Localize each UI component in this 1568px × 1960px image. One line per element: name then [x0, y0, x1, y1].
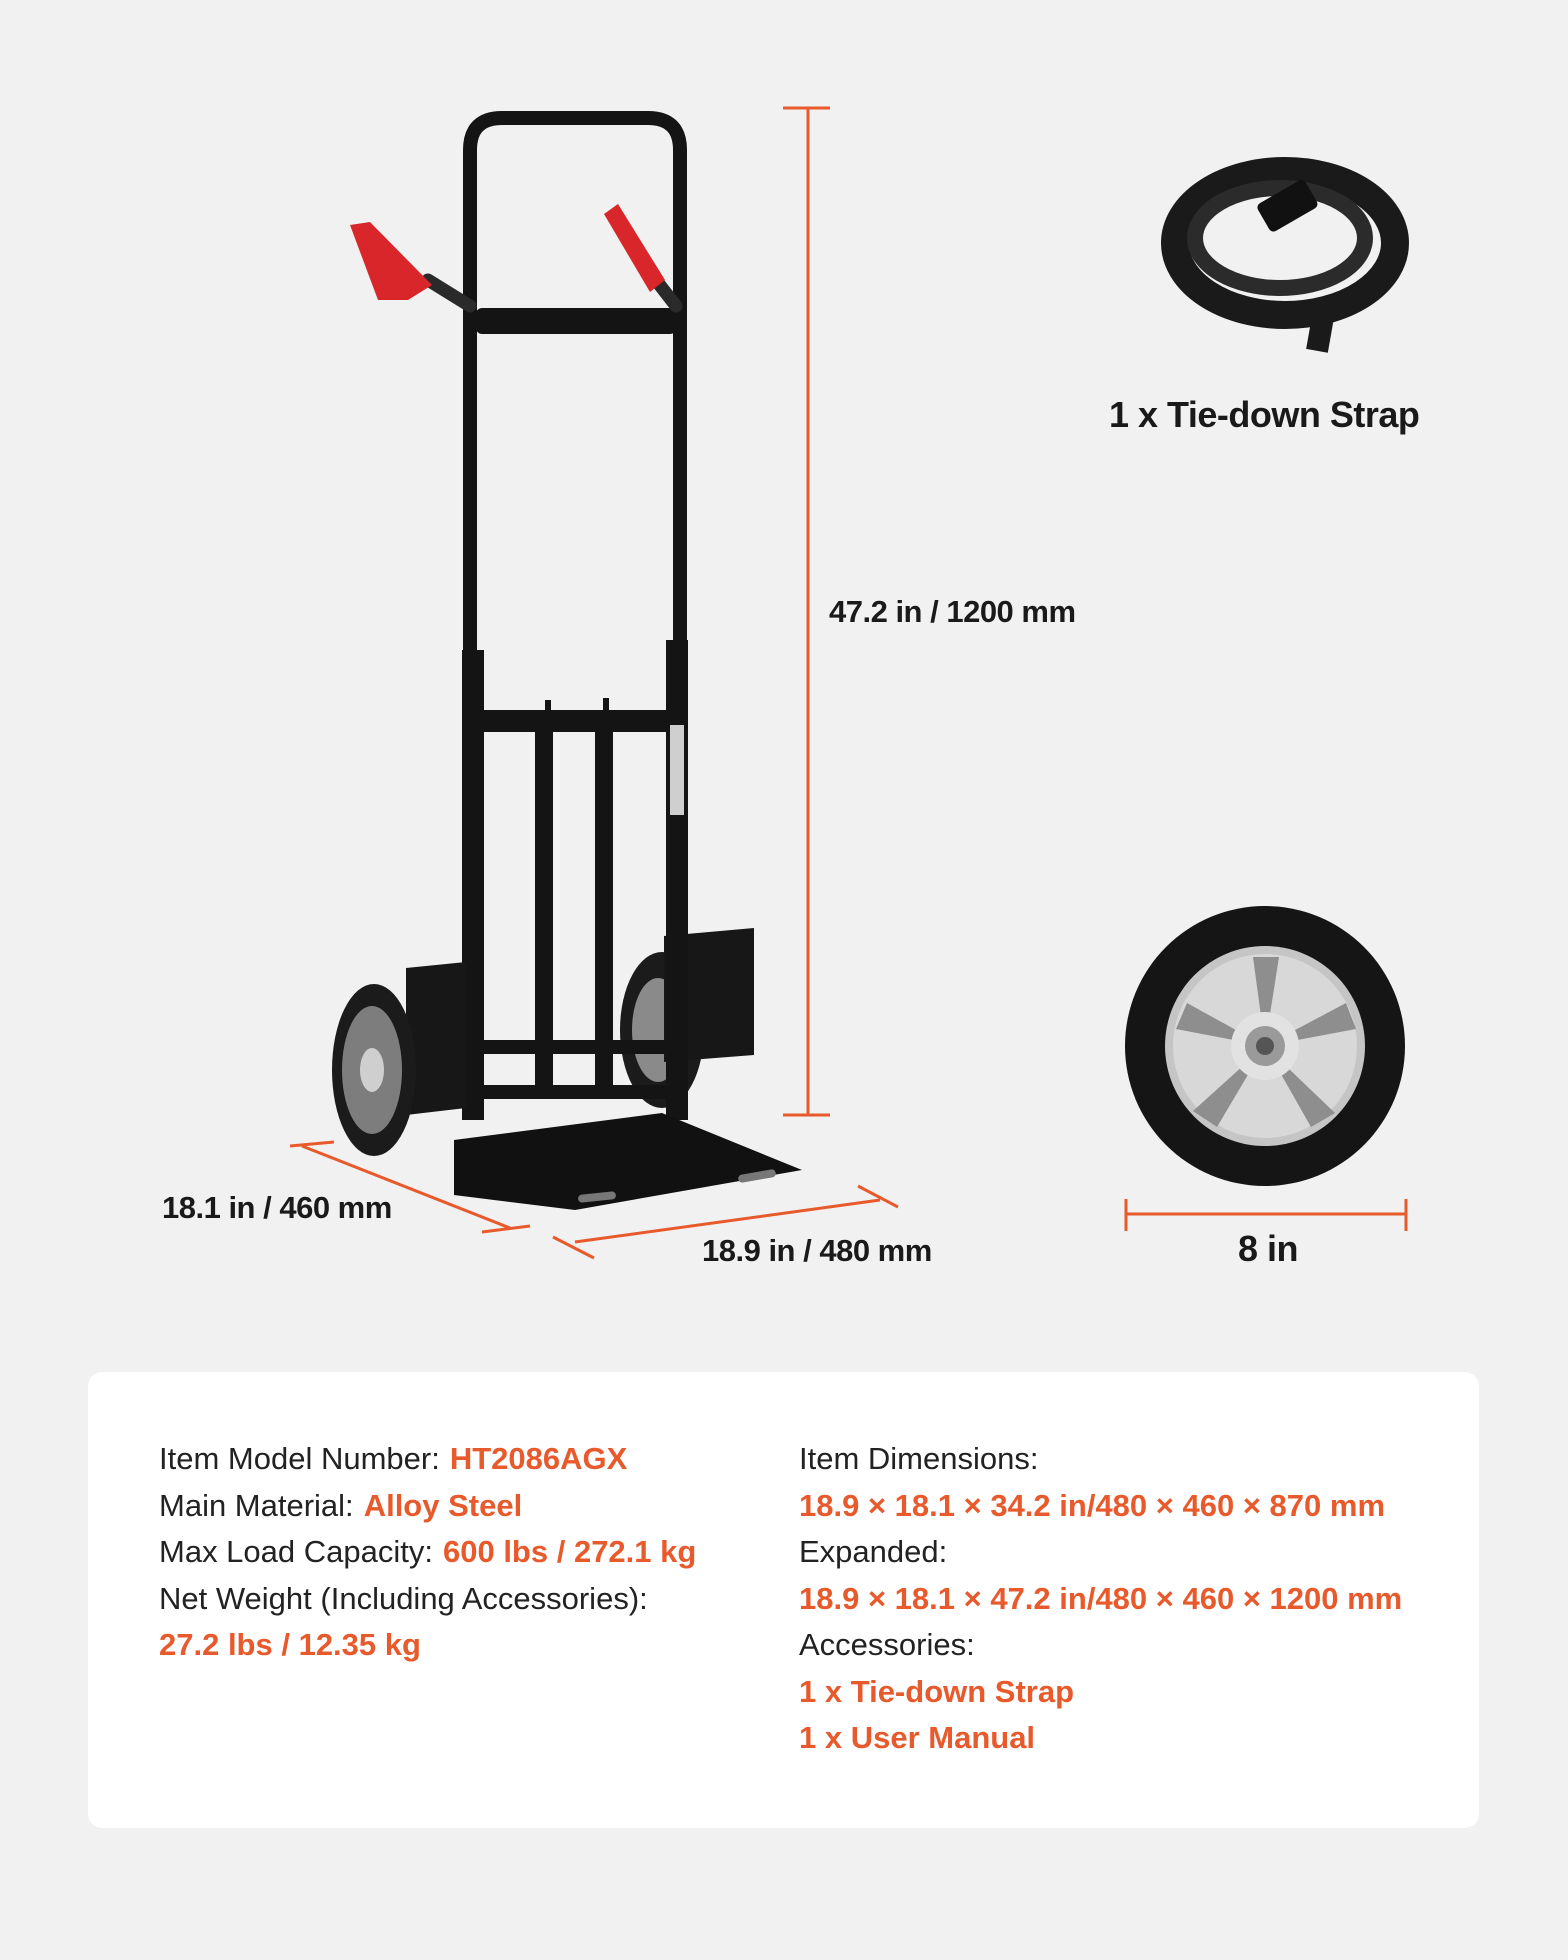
height-dimension-label: 47.2 in / 1200 mm — [829, 594, 1076, 629]
material-row — [159, 1483, 719, 1530]
material-label: Main Material: — [159, 1487, 354, 1523]
load-capacity-label: Max Load Capacity: — [159, 1534, 433, 1569]
wheel-size-label: 8 in — [1238, 1228, 1299, 1269]
specs-left-column — [159, 1436, 719, 1669]
item-dimensions-label: Item Dimensions: — [799, 1441, 1039, 1476]
accessory-item: 1 x User Manual — [799, 1720, 1036, 1755]
load-capacity-row — [159, 1529, 719, 1576]
model-number-value: HT2086AGX — [449, 1441, 628, 1476]
wheel-closeup-image — [1121, 905, 1411, 1195]
item-dimensions-value: 18.9 × 18.1 × 34.2 in/480 × 460 × 870 mm — [799, 1487, 1386, 1523]
width-dimension-label: 18.9 in / 480 mm — [702, 1233, 932, 1268]
specifications-panel — [88, 1372, 1479, 1828]
accessories-label: Accessories: — [799, 1627, 975, 1662]
specs-right-column — [799, 1436, 1439, 1762]
strap-caption: 1 x Tie-down Strap — [1109, 394, 1420, 435]
expanded-label: Expanded: — [799, 1534, 948, 1569]
expanded-value: 18.9 × 18.1 × 47.2 in/480 × 460 × 1200 mm — [799, 1580, 1403, 1616]
model-number-row — [159, 1436, 719, 1483]
load-capacity-value: 600 lbs / 272.1 kg — [442, 1534, 697, 1569]
net-weight-label: Net Weight (Including Accessories): — [159, 1580, 648, 1616]
material-value: Alloy Steel — [363, 1487, 523, 1523]
depth-dimension-label: 18.1 in / 460 mm — [162, 1190, 392, 1225]
net-weight-value: 27.2 lbs / 12.35 kg — [159, 1627, 421, 1662]
tie-down-strap-image — [1160, 128, 1420, 368]
model-number-label: Item Model Number: — [159, 1441, 440, 1476]
accessory-item: 1 x Tie-down Strap — [799, 1673, 1075, 1709]
